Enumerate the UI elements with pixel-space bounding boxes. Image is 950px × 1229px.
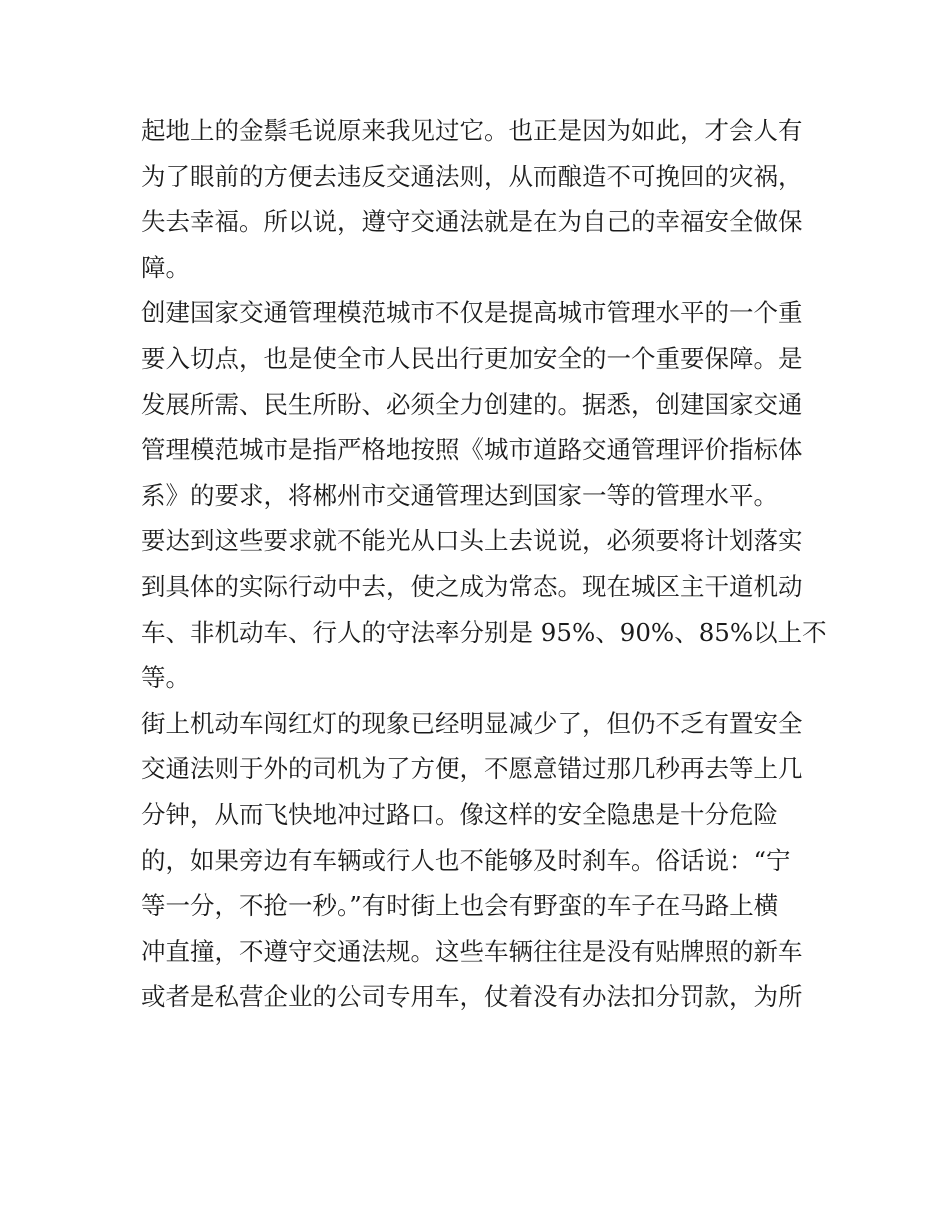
text-line: 系》的要求，将郴州市交通管理达到国家一等的管理水平。 [141,480,778,510]
text-line: 冲直撞，不遵守交通法规。这些车辆往往是没有贴牌照的新车 [141,936,803,966]
text-line: 创建国家交通管理模范城市不仅是提高城市管理水平的一个重 [141,298,803,328]
text-line: 等一分，不抢一秒。”有时街上也会有野蛮的车子在马路上横 [141,891,779,921]
text-line: 到具体的实际行动中去，使之成为常态。现在城区主干道机动 [141,571,803,601]
text-line: 失去幸福。所以说，遵守交通法就是在为自己的幸福安全做保 [141,207,803,237]
text-line: 管理模范城市是指严格地按照《城市道路交通管理评价指标体 [141,435,803,465]
text-line: 起地上的金鬃毛说原来我见过它。也正是因为如此，才会人有 [141,116,803,145]
text-line: 为了眼前的方便去违反交通法则，从而酿造不可挽回的灾祸， [141,161,803,191]
text-line: 车、非机动车、行人的守法率分别是 95%、90%、85%以上不 [141,617,827,647]
text-line: 发展所需、民生所盼、必须全力创建的。据悉，创建国家交通 [141,389,803,419]
text-line: 障。 [141,252,190,282]
text-line: 分钟，从而飞快地冲过路口。像这样的安全隐患是十分危险 [141,799,778,829]
text-line: 等。 [141,663,190,693]
document-body [141,108,827,1020]
text-line: 或者是私营企业的公司专用车，仗着没有办法扣分罚款，为所 [141,982,803,1012]
text-line: 要达到这些要求就不能光从口头上去说说，必须要将计划落实 [141,526,803,556]
text-line: 街上机动车闯红灯的现象已经明显减少了，但仍不乏有置安全 [141,708,803,738]
text-line: 的，如果旁边有车辆或行人也不能够及时刹车。俗话说：“宁 [141,845,791,875]
text-line: 要入切点，也是使全市人民出行更加安全的一个重要保障。是 [141,343,803,373]
text-line: 交通法则于外的司机为了方便，不愿意错过那几秒再去等上几 [141,754,803,784]
